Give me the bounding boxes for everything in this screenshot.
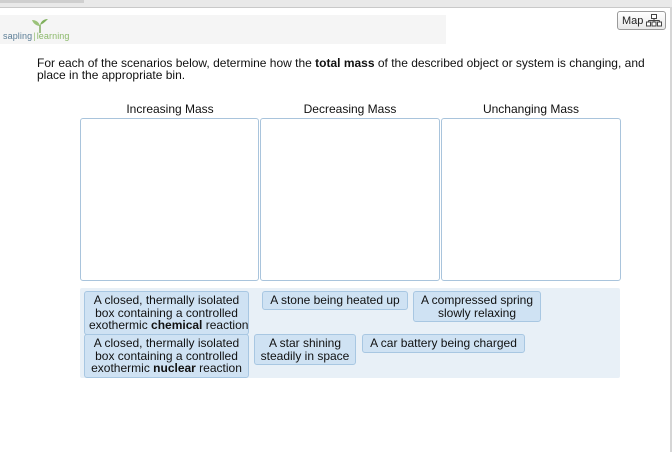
bin-unchanging-mass[interactable] <box>441 118 621 281</box>
instructions-after: of the described object or system is changing, and place in the appropriate bin. <box>37 56 645 82</box>
card-stone-heated[interactable] <box>262 291 408 310</box>
card-line: slowly relaxing <box>437 305 517 320</box>
map-button-label: Map <box>622 14 644 27</box>
card-text: exothermic <box>89 318 152 332</box>
instructions-before: For each of the scenarios below, determine how the <box>37 56 316 70</box>
card-star-shining[interactable] <box>254 334 356 365</box>
header-bar <box>0 15 446 44</box>
bin-decreasing-mass[interactable] <box>260 118 440 281</box>
card-line: A car battery being charged <box>370 336 517 350</box>
logo-word-learning: learning <box>36 31 70 41</box>
logo-word-sapling: sapling <box>3 31 33 41</box>
card-line <box>89 318 249 332</box>
sitemap-icon <box>646 14 662 27</box>
card-text: exothermic <box>91 361 154 375</box>
card-line: A compressed spring <box>420 293 534 307</box>
card-line: A stone being heated up <box>270 293 400 307</box>
card-line: box containing a controlled <box>95 305 238 320</box>
card-line <box>89 362 244 375</box>
bin-header-increasing: Increasing Mass <box>126 102 214 116</box>
card-chemical-reaction[interactable] <box>84 291 249 335</box>
map-button[interactable] <box>617 11 666 30</box>
card-car-battery[interactable] <box>362 334 525 353</box>
card-line: A closed, thermally isolated <box>93 293 240 307</box>
bin-header-unchanging: Unchanging Mass <box>482 102 580 116</box>
card-compressed-spring[interactable] <box>413 291 541 322</box>
browser-top-strip <box>0 0 672 8</box>
card-line: box containing a controlled <box>95 348 238 363</box>
sapling-logo <box>3 19 83 43</box>
card-line: A star shining <box>268 336 342 350</box>
card-line: A closed, thermally isolated <box>93 336 240 350</box>
logo-separator: | <box>33 31 36 41</box>
card-text: reaction <box>195 361 242 375</box>
card-line: steadily in space <box>260 348 350 363</box>
bin-header-decreasing: Decreasing Mass <box>303 102 397 116</box>
card-text: reaction <box>202 318 249 332</box>
card-bold-word: chemical <box>151 318 203 332</box>
card-nuclear-reaction[interactable] <box>84 334 249 378</box>
instructions-text <box>37 57 657 81</box>
tab-highlight <box>0 0 84 3</box>
logo-text <box>3 31 70 41</box>
card-bold-word: nuclear <box>153 361 196 375</box>
instructions-bold: total mass <box>315 56 375 70</box>
bin-increasing-mass[interactable] <box>80 118 259 281</box>
